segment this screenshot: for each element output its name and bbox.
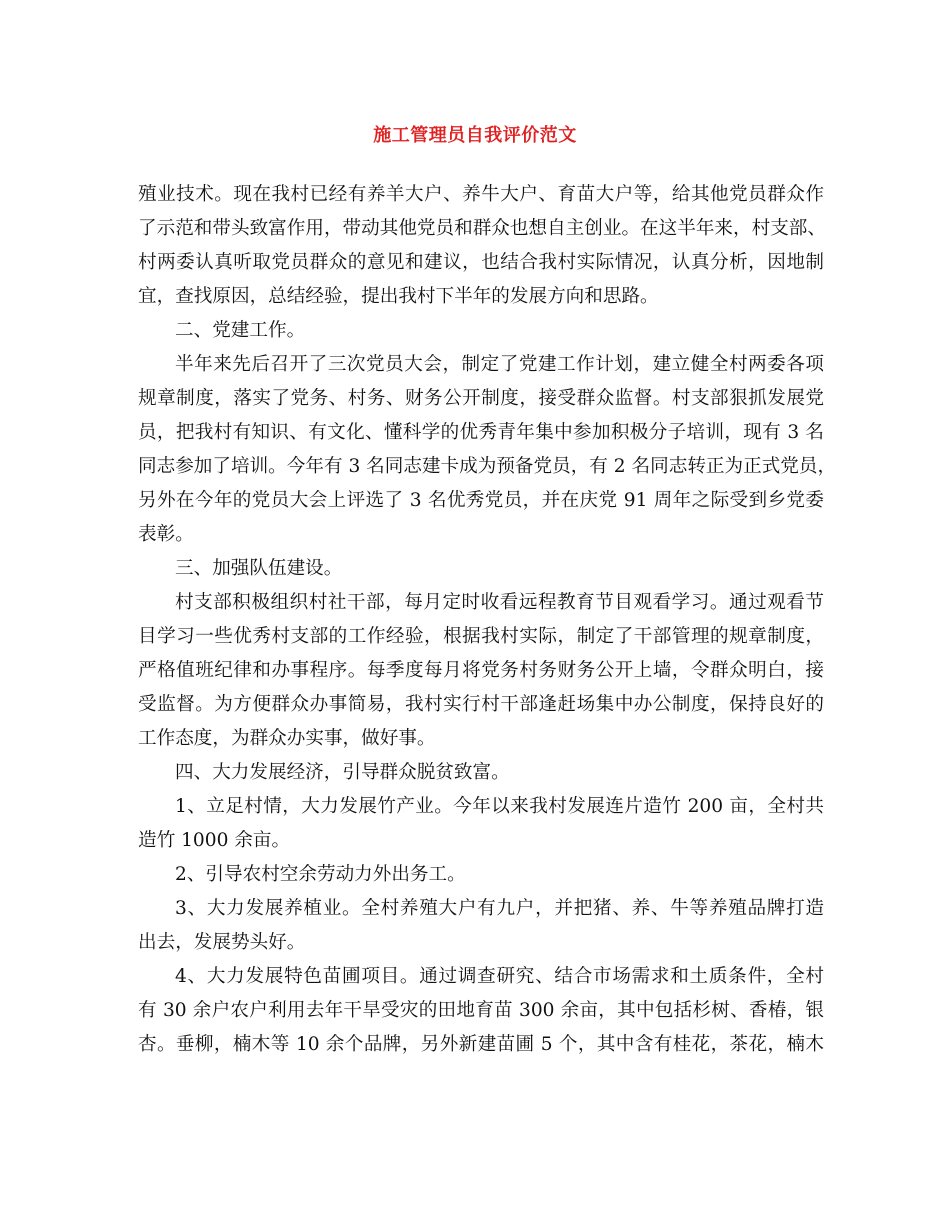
text-line: 了示范和带头致富作用，带动其他党员和群众也想自主创业。在这半年来，村支部、 (138, 218, 826, 239)
text-line: 受监督。为方便群众办事简易，我村实行村干部逢赶场集中办公制度，保持良好的 (138, 694, 824, 715)
text-line: 半年来先后召开了三次党员大会，制定了党建工作计划，建立健全村两委各项 (175, 354, 824, 375)
section-heading: 四、大力发展经济，引导群众脱贫致富。 (175, 762, 510, 783)
text-line: 员，把我村有知识、有文化、懂科学的优秀青年集中参加积极分子培训，现有 3 名 (138, 422, 824, 443)
text-line: 同志参加了培训。今年有 3 名同志建卡成为预备党员，有 2 名同志转正为正式党员， (138, 456, 837, 477)
section-heading: 三、加强队伍建设。 (175, 558, 343, 579)
text-line: 工作态度，为群众办实事，做好事。 (138, 728, 436, 749)
text-line: 杏。垂柳，楠木等 10 余个品牌，另外新建苗圃 5 个，其中含有桂花，茶花，楠木 (138, 1034, 824, 1055)
text-line: 目学习一些优秀村支部的工作经验，根据我村实际，制定了干部管理的规章制度， (138, 626, 824, 647)
text-line: 表彰。 (138, 524, 194, 545)
document-title: 施工管理员自我评价范文 (373, 125, 577, 146)
text-line: 宜，查找原因，总结经验，提出我村下半年的发展方向和思路。 (138, 286, 659, 307)
text-line: 造竹 1000 余亩。 (138, 830, 291, 851)
text-line: 1、立足村情，大力发展竹产业。今年以来我村发展连片造竹 200 亩，全村共 (175, 796, 824, 817)
text-line: 村支部积极组织村社干部，每月定时收看远程教育节目观看学习。通过观看节 (175, 592, 824, 613)
text-line: 规章制度，落实了党务、村务、财务公开制度，接受群众监督。村支部狠抓发展党 (138, 388, 824, 409)
section-heading: 二、党建工作。 (175, 320, 306, 341)
text-line: 村两委认真听取党员群众的意见和建议，也结合我村实际情况，认真分析，因地制 (138, 252, 824, 273)
text-line: 严格值班纪律和办事程序。每季度每月将党务村务财务公开上墙，令群众明白，接 (138, 660, 824, 681)
text-line: 殖业技术。现在我村已经有养羊大户、养牛大户、育苗大户等，给其他党员群众作 (138, 184, 824, 205)
text-line: 4、大力发展特色苗圃项目。通过调查研究、结合市场需求和土质条件，全村 (175, 966, 824, 987)
text-line: 出去，发展势头好。 (138, 932, 306, 953)
text-line: 3、大力发展养植业。全村养殖大户有九户，并把猪、养、牛等养殖品牌打造 (175, 898, 824, 919)
text-line: 有 30 余户农户利用去年干旱受灾的田地育苗 300 余亩，其中包括杉树、香椿，银 (138, 1000, 824, 1021)
text-line: 2、引导农村空余劳动力外出务工。 (175, 864, 466, 885)
text-line: 另外在今年的党员大会上评选了 3 名优秀党员，并在庆党 91 周年之际受到乡党委 (138, 490, 824, 511)
document-body (138, 178, 837, 1062)
